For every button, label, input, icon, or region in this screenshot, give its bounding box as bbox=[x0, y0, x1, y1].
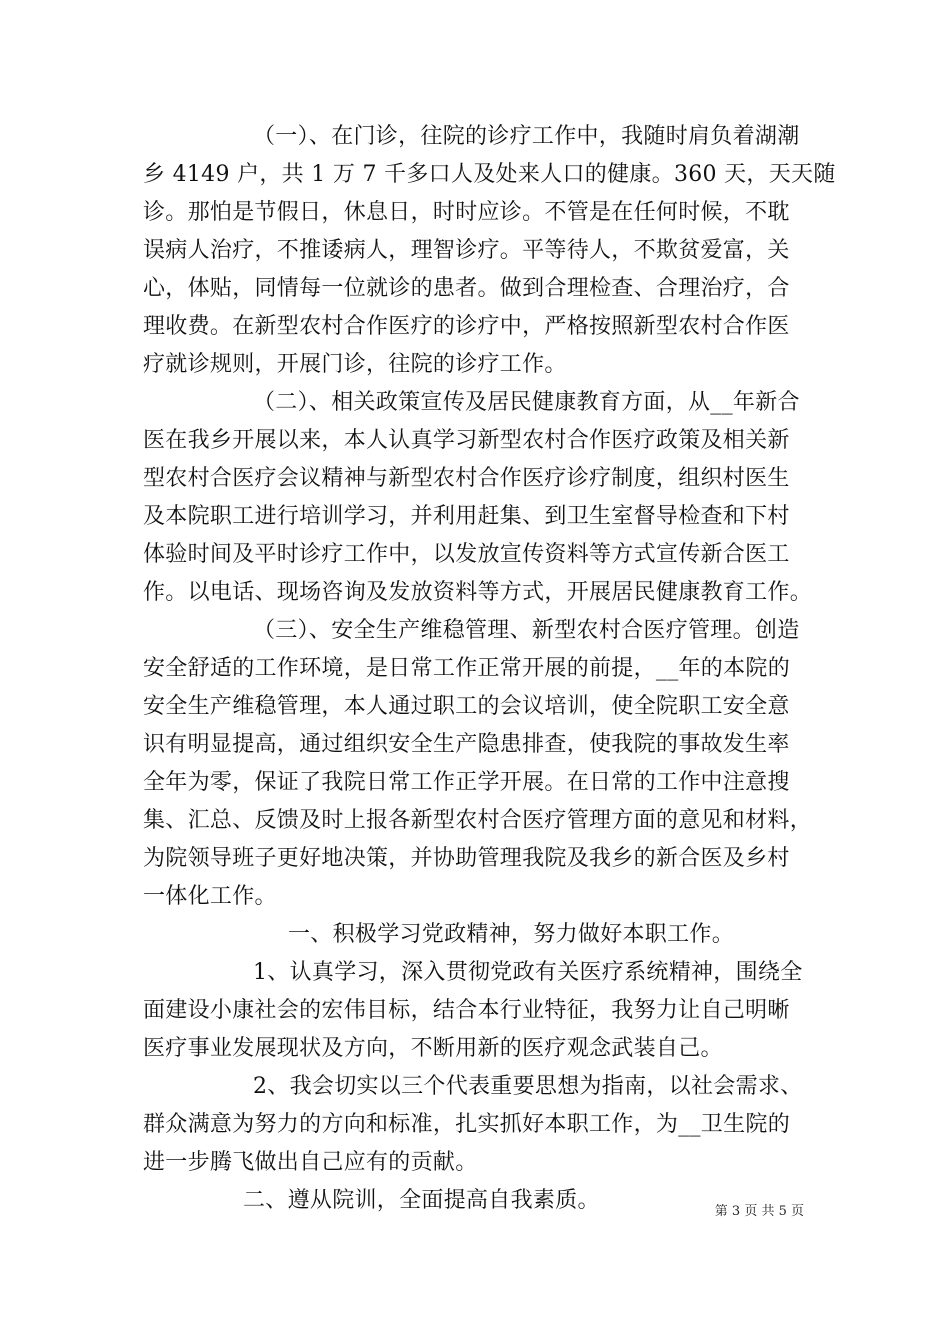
text-line: 2、我会切实以三个代表重要思想为指南，以社会需求、 bbox=[253, 1074, 803, 1099]
text-line: （二）、相关政策宣传及居民健康教育方面，从__年新合 bbox=[253, 390, 800, 415]
text-line: （一）、在门诊，往院的诊疗工作中，我随时肩负着湖潮 bbox=[253, 124, 800, 149]
text-line: 一体化工作。 bbox=[143, 884, 277, 909]
text-line: 安全舒适的工作环境，是日常工作正常开展的前提，__年的本院的 bbox=[143, 656, 791, 681]
text-line: 体验时间及平时诊疗工作中，以发放宣传资料等方式宣传新合医工 bbox=[143, 542, 790, 567]
text-line: 误病人治疗，不推诿病人，理智诊疗。平等待人，不欺贫爱富，关 bbox=[143, 238, 790, 263]
text-line: 1、认真学习，深入贯彻党政有关医疗系统精神，围绕全 bbox=[253, 960, 803, 985]
section-heading: 一、积极学习党政精神，努力做好本职工作。 bbox=[288, 922, 735, 947]
text-line: 医在我乡开展以来，本人认真学习新型农村合作医疗政策及相关新 bbox=[143, 428, 790, 453]
text-line: 面建设小康社会的宏伟目标，结合本行业特征，我努力让自己明晰 bbox=[143, 998, 790, 1023]
text-line: 乡 4149 户，共 1 万 7 千多口人及处来人口的健康。360 天，天天随 bbox=[143, 162, 836, 187]
text-line: 理收费。在新型农村合作医疗的诊疗中，严格按照新型农村合作医 bbox=[143, 314, 790, 339]
text-line: 心，体贴，同情每一位就诊的患者。做到合理检查、合理治疗，合 bbox=[143, 276, 790, 301]
text-line: 全年为零，保证了我院日常工作正学开展。在日常的工作中注意搜 bbox=[143, 770, 790, 795]
text-line: 疗就诊规则，开展门诊，往院的诊疗工作。 bbox=[143, 352, 567, 377]
text-line: 型农村合医疗会议精神与新型农村合作医疗诊疗制度，组织村医生 bbox=[143, 466, 790, 491]
text-line: 进一步腾飞做出自己应有的贡献。 bbox=[143, 1150, 478, 1175]
text-line: 作。以电话、现场咨询及发放资料等方式，开展居民健康教育工作。 bbox=[143, 580, 813, 605]
text-line: 及本院职工进行培训学习，并利用赶集、到卫生室督导检查和下村 bbox=[143, 504, 790, 529]
text-line: 医疗事业发展现状及方向，不断用新的医疗观念武装自己。 bbox=[143, 1036, 723, 1061]
text-line: 安全生产维稳管理，本人通过职工的会议培训，使全院职工安全意 bbox=[143, 694, 790, 719]
text-line: 集、汇总、反馈及时上报各新型农村合医疗管理方面的意见和材料， bbox=[143, 808, 813, 833]
text-line: （三）、安全生产维稳管理、新型农村合医疗管理。创造 bbox=[253, 618, 800, 643]
text-line: 群众满意为努力的方向和标准，扎实抓好本职工作，为__卫生院的 bbox=[143, 1112, 791, 1137]
section-heading: 二、遵从院训，全面提高自我素质。 bbox=[243, 1188, 600, 1213]
text-line: 为院领导班子更好地决策，并协助管理我院及我乡的新合医及乡村 bbox=[143, 846, 790, 871]
text-line: 诊。那怕是节假日，休息日，时时应诊。不管是在任何时候，不耽 bbox=[143, 200, 790, 225]
text-line: 识有明显提高，通过组织安全生产隐患排查，使我院的事故发生率 bbox=[143, 732, 790, 757]
page-number: 第 3 页 共 5 页 bbox=[714, 1204, 804, 1219]
